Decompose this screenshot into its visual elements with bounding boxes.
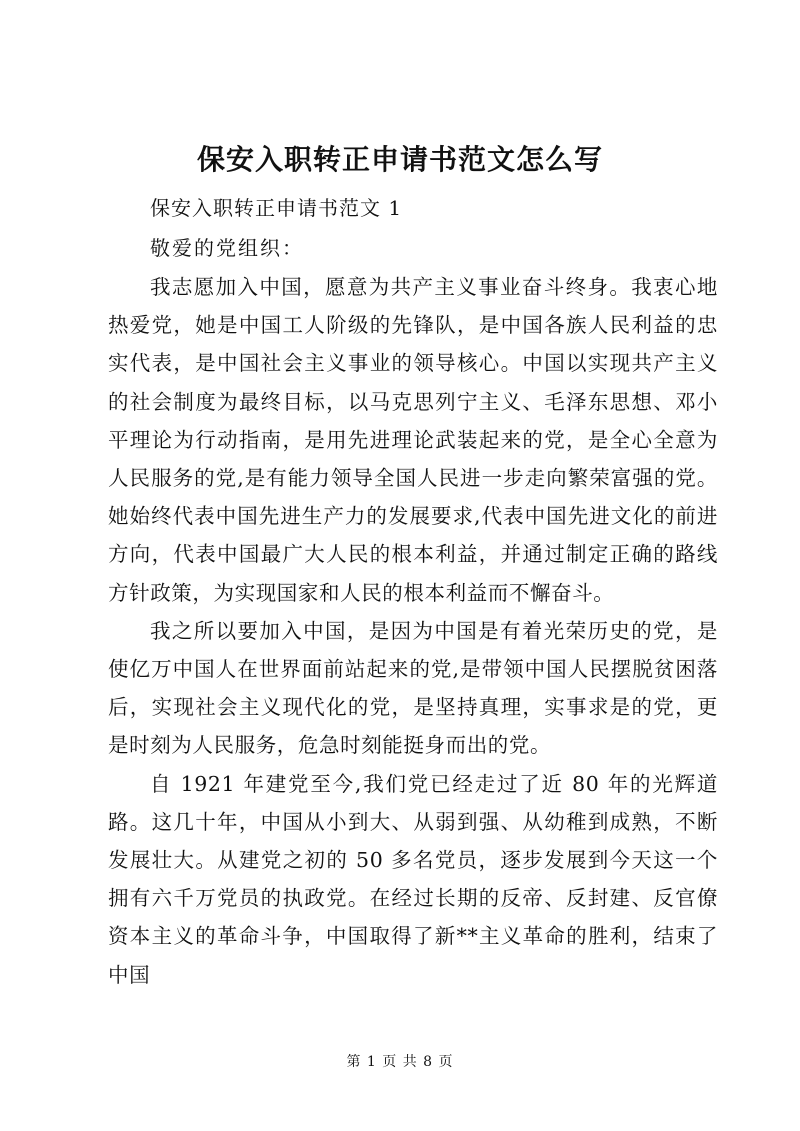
page-number-footer: 第 1 页 共 8 页 — [346, 1054, 454, 1070]
document-subtitle: 保安入职转正申请书范文 1 — [150, 196, 403, 220]
document-title: 保安入职转正申请书范文怎么写 — [196, 143, 603, 176]
paragraph-2: 我之所以要加入中国，是因为中国是有着光荣历史的党，是使亿万中国人在世界面前站起来的党,是带领中国人民摆脱贫困落后，实现社会主义现代化的党，是坚持真理，实事求是的党，更是时刻为人民服务，危急时刻能挺身而出的党。 — [108, 618, 718, 758]
salutation: 敬爱的党组织： — [150, 236, 304, 260]
document-body — [108, 268, 718, 994]
paragraph-3: 自 1921 年建党至今,我们党已经走过了近 80 年的光辉道路。这几十年，中国从小到大、从弱到强、从幼稚到成熟，不断发展壮大。从建党之初的 50 多名党员，逐步发展到今天这一个拥有六千万党员的执政党。在经过长期的反帝、反封建、反官僚资本主义的革命斗争，中国取得了新**主义革命的胜利，结束了中国 — [108, 771, 718, 987]
paragraph-1: 我志愿加入中国，愿意为共产主义事业奋斗终身。我衷心地热爱党，她是中国工人阶级的先锋队，是中国各族人民利益的忠实代表，是中国社会主义事业的领导核心。中国以实现共产主义的社会制度为最终目标，以马克思列宁主义、毛泽东思想、邓小平理论为行动指南，是用先进理论武装起来的党，是全心全意为人民服务的党,是有能力领导全国人民进一步走向繁荣富强的党。她始终代表中国先进生产力的发展要求,代表中国先进文化的前进方向，代表中国最广大人民的根本利益，并通过制定正确的路线方针政策，为实现国家和人民的根本利益而不懈奋斗。 — [108, 275, 718, 605]
